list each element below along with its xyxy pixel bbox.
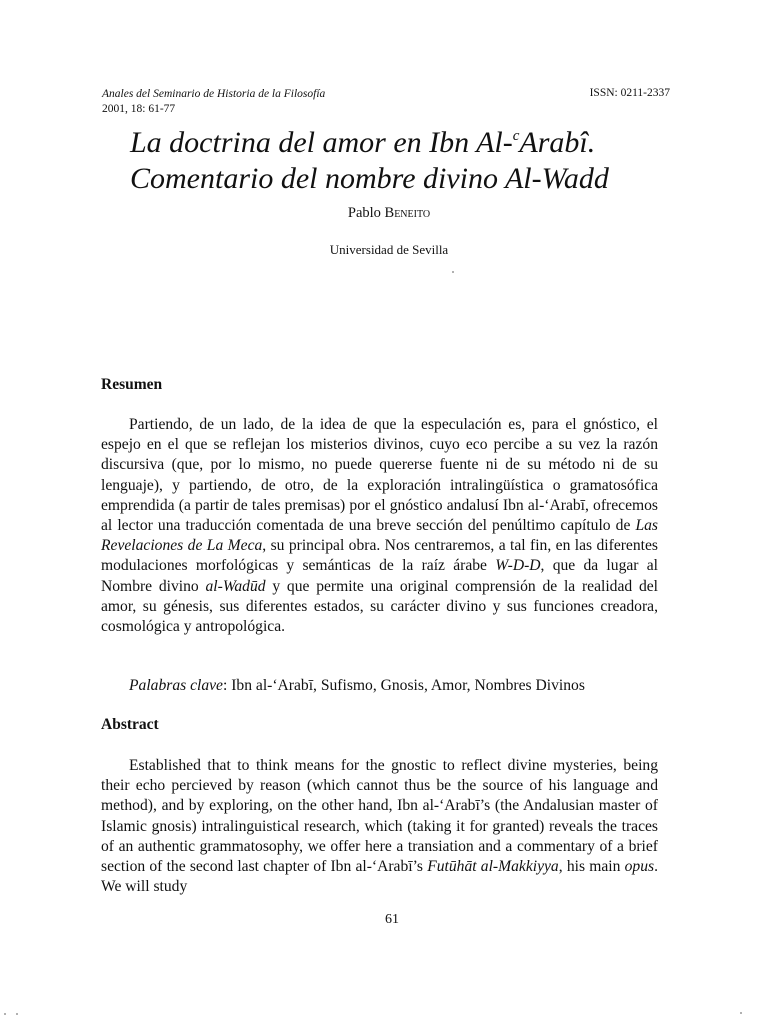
abstract-text-1: Established that to think means for the gnostic to reflect divine mysteries, being their echo percieved by reason (which cannot thus be the source of his language and method), and by exploring, on the other hand, Ibn al-‘Arabī’s (the Andalusian master of Islamic gnosis) intralinguistical research, which (taking it for granted) reveals the traces of an authentic grammatosophy, we offer here a transiation and a commentary of a brief section of the second last chapter of Ibn al-‘Arabī’s: [101, 757, 658, 876]
author-affiliation: Universidad de Sevilla: [329, 242, 449, 257]
title-line-2: Comentario del nombre divino Al-Wadd: [130, 162, 609, 195]
resumen-text-2: , su principal obra. Nos centraremos, a tal fin, en las diferentes modulaciones morfológicas y semánticas de la raíz árabe: [101, 537, 658, 575]
resumen-root: W-D-D: [495, 557, 541, 575]
journal-header: [102, 87, 325, 117]
keywords-label: Palabras clave: [129, 677, 223, 694]
title-superscript: c: [512, 128, 520, 144]
abstract-paragraph: [101, 756, 658, 897]
keywords-list: : Ibn al-‘Arabī, Sufismo, Gnosis, Amor, Nombres Divinos: [222, 677, 585, 694]
title-line-1-text: La doctrina del amor en Ibn Al-: [130, 126, 513, 159]
title-line-1: [130, 118, 710, 161]
author-last-name: Beneito: [384, 205, 431, 221]
abstract-opus: opus: [624, 858, 655, 876]
scan-speck: [4, 1013, 6, 1015]
resumen-book-title: Las Revelaciones de La Meca: [101, 517, 658, 555]
abstract-heading: Abstract: [101, 716, 159, 733]
abstract-text-2: , his main: [558, 858, 625, 876]
resumen-text-1: Partiendo, de un lado, de la idea de que la especulación es, para el gnóstico, el espejo en el que se reflejan los misterios divinos, cuyo eco percibe a su vez la razón discursiva (que, por lo mismo, no puede quererse fuente ni de su método ni de su lenguaje), y partiendo, de otro, de la exploración intralingüística o gramatosófica emprendida (a partir de tales premisas) por el gnóstico andalusí Ibn al-‘Arabī, ofrecemos al lector una traducción comentada de una breve sección del penúltimo capítulo de: [101, 416, 658, 535]
resumen-heading: Resumen: [101, 376, 163, 393]
resumen-divine-name: al-Wadūd: [205, 577, 266, 595]
scan-speck: [16, 1013, 18, 1015]
author-name: [5, 205, 768, 222]
issn: ISSN: 0211-2337: [589, 87, 670, 99]
article-title: [130, 118, 710, 197]
journal-name: Anales del Seminario de Historia de la Filosofía: [102, 88, 326, 100]
resumen-text-4: y que permite una original comprensión de la realidad del amor, su génesis, sus diferentes estados, su carácter divino y sus funciones creadora, cosmológica y antropológica.: [101, 577, 659, 636]
author-first-name: Pablo: [347, 205, 385, 221]
abstract-text-3: . We will study: [101, 858, 658, 896]
resumen-paragraph: [101, 415, 658, 637]
journal-citation: 2001, 18: 61-77: [102, 103, 176, 115]
abstract-book-title: Futūhāt al-Makkiyya: [427, 858, 559, 876]
scan-speck: [452, 271, 454, 273]
page-number: 61: [385, 912, 399, 927]
title-line-1-end: Arabî.: [519, 126, 596, 159]
resumen-text-3: , que da lugar al Nombre divino: [101, 557, 658, 595]
keywords: [129, 677, 585, 695]
scan-speck: [740, 1012, 742, 1014]
